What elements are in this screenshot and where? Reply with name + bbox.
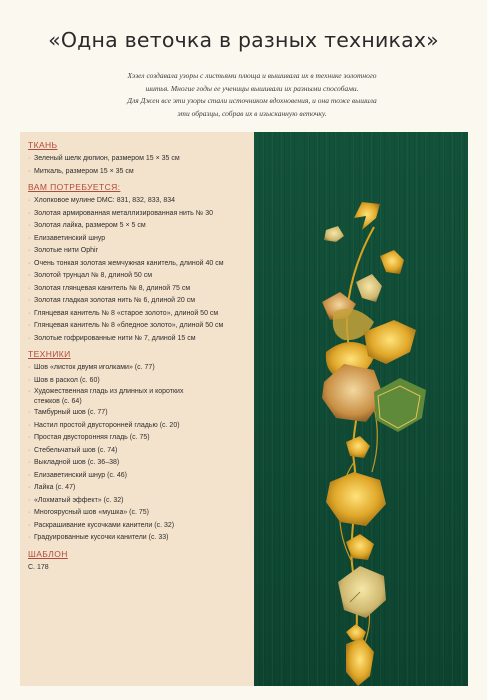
list-item: · Золотая армированная металлизированная нить № 30 bbox=[28, 209, 213, 217]
list-item: · Глянцевая канитель № 8 «старое золото», длиной 50 см bbox=[28, 309, 219, 317]
list-item: · Многоярусный шов «мушка» (с. 75) bbox=[28, 509, 150, 516]
ivy-branch-embroidery bbox=[254, 132, 468, 686]
list-item: · Золотые нити Ophir bbox=[28, 247, 98, 254]
list-item: · Хлопковое мулине DMC: 831, 832, 833, 834 bbox=[28, 197, 176, 204]
list-item: · Выкладной шов (с. 36–38) bbox=[28, 459, 120, 466]
list-item: · Художественная гладь из длинных и коротких стежков (с. 64) bbox=[28, 388, 184, 405]
list-item: · Золотые гофрированные нити № 7, длиной 15 см bbox=[28, 334, 196, 342]
list-item: · Миткаль, размером 15 × 35 см bbox=[28, 167, 134, 175]
intro-line: шитья. Многие годы ее ученицы вышивали их разными способами. bbox=[145, 83, 359, 93]
list-item: · Золотая лайка, размером 5 × 5 см bbox=[28, 222, 146, 229]
template-page-ref: С. 178 bbox=[28, 563, 49, 571]
intro-line: эти образцы, собрав их в изысканную веточку. bbox=[177, 108, 327, 118]
materials-column bbox=[28, 139, 254, 574]
embroidery-photo bbox=[254, 132, 468, 686]
list-item: · Золотая гладкая золотая нить № 6, длиной 20 см bbox=[28, 297, 196, 304]
list-item: · Шов «листок двумя иголками» (с. 77) bbox=[28, 364, 155, 371]
techniques-heading: ТЕХНИКИ bbox=[28, 349, 71, 359]
list-item: · Настил простой двусторонней гладью (с. 20) bbox=[28, 421, 180, 429]
list-item: · Шов в раскол (с. 60) bbox=[28, 376, 100, 384]
list-item: · Елизаветинский шнур (с. 46) bbox=[28, 471, 127, 479]
list-item: · Зеленый шелк дюпион, размером 15 × 35 см bbox=[28, 155, 180, 162]
intro-line: Для Джен все эти узоры стали источником вдохновения, и она тоже вышила bbox=[127, 96, 377, 106]
materials-heading: ВАМ ПОТРЕБУЕТСЯ: bbox=[28, 182, 121, 192]
list-item: · Градуированные кусочки канители (с. 33) bbox=[28, 534, 169, 541]
list-item: · Простая двусторонняя гладь (с. 75) bbox=[28, 434, 150, 441]
list-item: · Глянцевая канитель № 8 «бледное золото», длиной 50 см bbox=[28, 322, 224, 329]
list-item: · «Лохматый эффект» (с. 32) bbox=[28, 496, 124, 504]
list-item: · Елизаветинский шнур bbox=[28, 234, 106, 242]
list-item: · Золотая глянцевая канитель № 8, длиной 75 см bbox=[28, 284, 191, 292]
intro-text bbox=[92, 70, 412, 120]
list-item: · Золотой трунцал № 8, длиной 50 см bbox=[28, 272, 153, 279]
list-item: · Раскрашивание кусочками канители (с. 32) bbox=[28, 521, 175, 529]
template-heading: ШАБЛОН bbox=[28, 548, 68, 559]
list-item: · Тамбурный шов (с. 77) bbox=[28, 409, 108, 416]
list-item: · Стебельчатый шов (с. 74) bbox=[28, 446, 118, 454]
page-title: «Одна веточка в разных техниках» bbox=[48, 28, 439, 52]
intro-line: Хэзел создавала узоры с листьями плюща и вышивала их в технике золотного bbox=[127, 71, 377, 80]
list-item: · Очень тонкая золотая жемчужная канитель, длиной 40 см bbox=[28, 259, 224, 267]
fabric-heading: ТКАНЬ bbox=[28, 140, 58, 150]
list-item: · Лайка (с. 47) bbox=[28, 484, 76, 491]
